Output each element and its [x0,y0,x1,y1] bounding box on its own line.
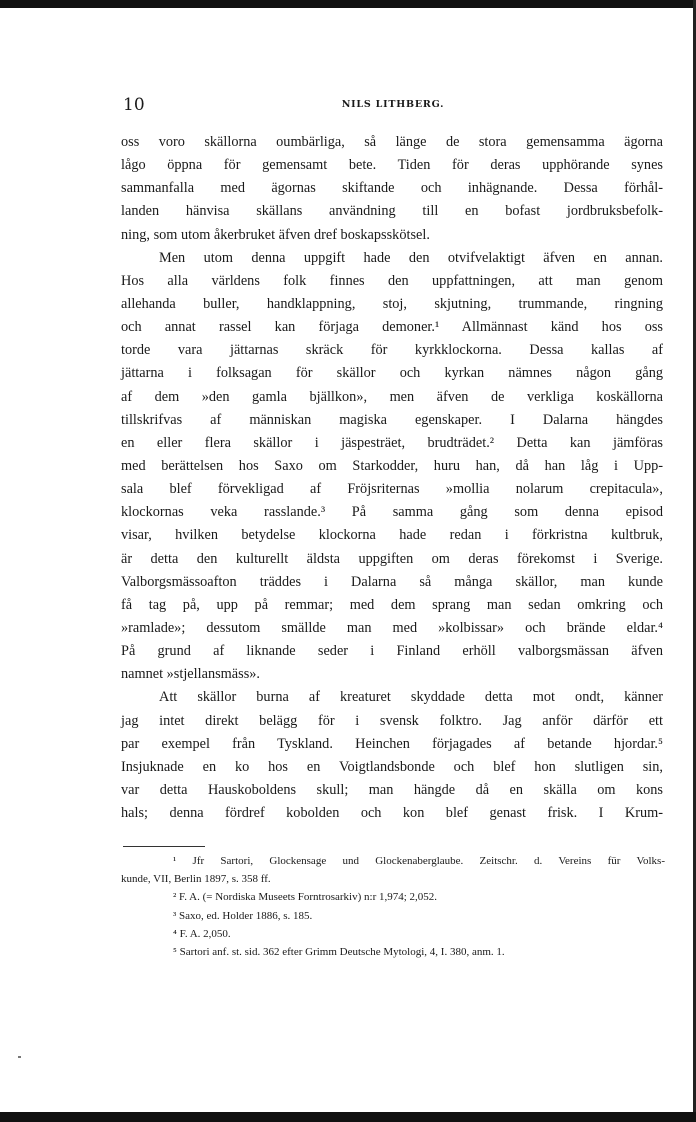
footnote-line: ⁵ Sartori anf. st. sid. 362 efter Grimm Deutsche Mytologi, 4, I. 380, anm. 1. [173,945,505,958]
text-line: var detta Hauskoboldens skull; man hängde då en skälla om kons [121,781,663,798]
text-line: »ramlade»; dessutom smällde man med »kolbissar» och brände eldar.⁴ [121,619,663,636]
text-line: ning, som utom åkerbruket äfven dref boskapsskötsel. [121,226,430,243]
scan-speck [18,1056,21,1058]
text-line: allehanda buller, handklappning, stoj, skjutning, trummande, ringning [121,295,663,312]
text-line: få tag på, upp på remmar; med dem sprang man sedan omkring och [121,596,663,613]
running-head: NILS LITHBERG. [341,99,445,110]
text-line: Att skällor burna af kreaturet skyddade detta mot ondt, känner [159,689,663,706]
text-line: sala blef förvekligad af Fröjsriternas »mollia nolarum crepitacula», [121,481,663,498]
page-header [123,95,663,117]
text-line: Insjuknade en ko hos en Voigtlandsbonde och blef hon slutligen sin, [121,758,663,775]
scan-edge-bottom [0,1112,696,1122]
footnote-line: ³ Saxo, ed. Holder 1886, s. 185. [173,909,313,922]
footnote-line: ² F. A. (= Nordiska Museets Forntrosarkiv) n:r 1,974; 2,052. [173,891,438,904]
page-number: 10 [123,95,145,115]
scan-edge-top [0,0,696,8]
text-line: och annat rassel kan förjaga demoner.¹ Allmännast känd hos oss [121,319,663,336]
text-line: par exempel från Tyskland. Heinchen förjagades af betande hjordar.⁵ [121,735,663,752]
text-line: visar, hvilken betydelse klockorna hade redan i förkristna kultbruk, [121,527,663,544]
footnote-line: kunde, VII, Berlin 1897, s. 358 ff. [121,873,271,886]
text-line: klockornas veka rasslande.³ På samma gång som denna episod [121,504,663,521]
text-line: hals; denna fördref kobolden och kon blef genast frisk. I Krum- [121,805,663,822]
text-line: jättarna i folksagan för skällor och kyrkan nämnes någon gång [121,365,663,382]
text-line: är detta den kulturellt äldsta uppgiften om deras förekomst i Sverige. [121,550,663,567]
text-line: en eller flera skällor i jäspesträet, brudträdet.² Detta kan jämföras [121,434,663,451]
text-line: landen hänvisa skällans användning till en bofast jordbruksbefolk- [121,203,663,220]
text-line: Men utom denna uppgift hade den otvifvelaktigt äfven en annan. [159,249,663,266]
text-line: På grund af liknande seder i Finland erhöll valborgsmässan äfven [121,643,663,660]
text-line: oss voro skällorna oumbärliga, så länge de stora gemensamma ägorna [121,134,663,150]
text-line: af dem »den gamla bjällkon», men äfven de verkliga koskällorna [121,388,663,405]
text-line: jag intet direkt belägg för i svensk folktro. Jag anför därför ett [121,712,663,729]
text-line: sammanfalla med ägornas skiftande och inhägnande. Dessa förhål- [121,180,663,197]
text-line: namnet »stjellansmäss». [121,666,260,683]
text-line: lågo öppna för gemensamt bete. Tiden för deras upphörande synes [121,157,663,174]
text-line: Valborgsmässoafton träddes i Dalarna så många skällor, man kunde [121,573,663,590]
footnote-rule [123,846,205,847]
text-line: Hos alla världens folk finnes den uppfattningen, att man genom [121,272,663,289]
footnote-line: ⁴ F. A. 2,050. [173,927,231,940]
text-line: torde vara jättarnas skräck för kyrkklockorna. Dessa kallas af [121,342,663,359]
footnotes [121,852,665,961]
footnote-line: ¹ Jfr Sartori, Glockensage und Glockenaberglaube. Zeitschr. d. Vereins für Volks- [173,855,665,867]
body-text [121,131,663,825]
text-line: tillskrifvas af människan magiska egenskaper. I Dalarna hängdes [121,411,663,428]
text-line: med berättelsen hos Saxo om Starkodder, huru han, då han låg i Upp- [121,457,663,474]
